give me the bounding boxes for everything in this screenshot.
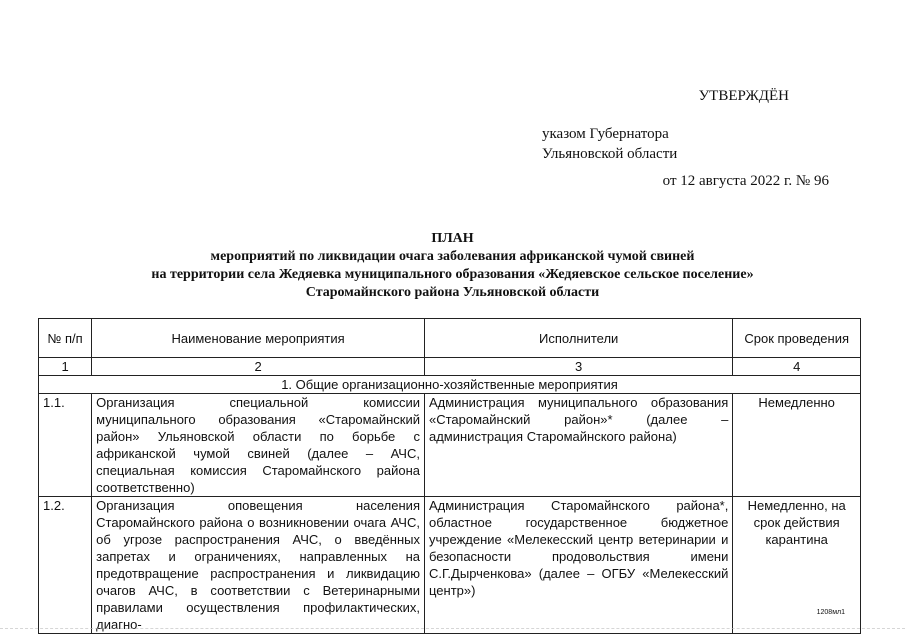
header-term: Срок проведения	[733, 319, 861, 358]
title-line-3: на территории села Жедяевка муниципального образования «Жедяевское сельское поселение»	[151, 267, 754, 282]
row-term: Немедленно	[733, 394, 861, 497]
title-line-2: мероприятий по ликвидации очага заболевания африканской чумой свиней	[210, 249, 695, 264]
col-number: 4	[733, 358, 861, 376]
col-number: 3	[424, 358, 732, 376]
col-number: 2	[92, 358, 425, 376]
table-row	[39, 497, 861, 634]
col-number: 1	[39, 358, 92, 376]
header-exec: Исполнители	[424, 319, 732, 358]
title-line-1: ПЛАН	[431, 231, 474, 246]
plan-table	[38, 318, 861, 634]
order-line-2: Ульяновской области	[542, 146, 678, 162]
section-row	[39, 376, 861, 394]
column-number-row	[39, 358, 861, 376]
table-row	[39, 394, 861, 497]
row-num: 1.2.	[39, 497, 92, 634]
row-name: Организация оповещения населения Старомайнского района о возникновении очага АЧС, об угрозе распространения АЧС, о введённых запретах и ограничениях, направленных на предотвращение распространения и ликвидацию очагов АЧС, в соответствии с Ветеринарными правилами осуществления профилактических, диагно-	[92, 497, 425, 634]
row-exec: Администрация Старомайнского района*, областное государственное бюджетное учреждение «Мелекесский центр ветеринарии и безопасности продовольствия имени С.Г.Дырченкова» (далее – ОГБУ «Мелекесский центр»)	[424, 497, 732, 634]
plan-title	[0, 230, 905, 302]
approved-label: УТВЕРЖДЁН	[698, 88, 789, 104]
row-name: Организация специальной комиссии муниципального образования «Старомайнский район» Ульяновской области по борьбе с африканской чумой свиней (далее – АЧС, специальная комиссия Старомайнского района соответственно)	[92, 394, 425, 497]
order-date: от 12 августа 2022 г. № 96	[662, 173, 829, 189]
document-code: 1208мл1	[816, 609, 845, 616]
row-exec: Администрация муниципального образования «Старомайнский район»* (далее – администрация Старомайнского района)	[424, 394, 732, 497]
table-header-row	[39, 319, 861, 358]
header-name: Наименование мероприятия	[92, 319, 425, 358]
order-line-1: указом Губернатора	[542, 126, 669, 142]
row-term: Немедленно, на срок действия карантина	[733, 497, 861, 634]
section-title: 1. Общие организационно-хозяйственные мероприятия	[39, 376, 861, 394]
order-block	[542, 124, 802, 164]
title-line-4: Старомайнского района Ульяновской области	[305, 285, 600, 300]
scan-edge-divider	[0, 628, 905, 637]
row-num: 1.1.	[39, 394, 92, 497]
header-num: № п/п	[39, 319, 92, 358]
